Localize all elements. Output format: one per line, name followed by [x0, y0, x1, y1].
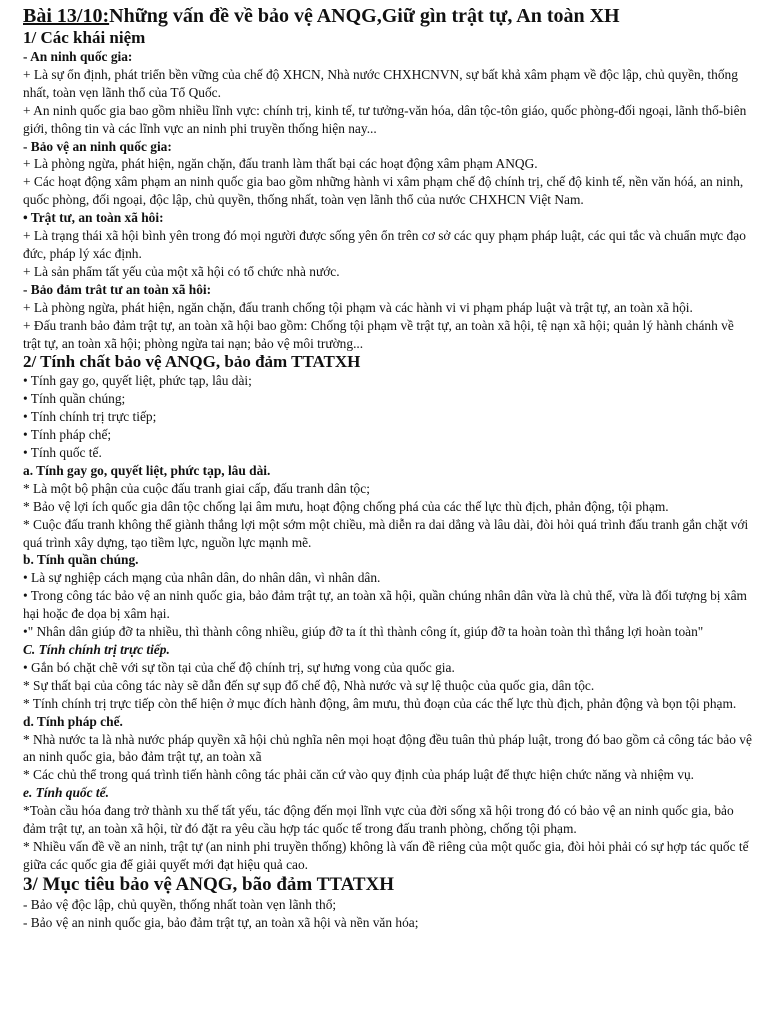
paragraph: * Nhiều vấn đề về an ninh, trật tự (an ninh phi truyền thống) không là vấn đề riêng của một quốc gia, đòi hỏi phải có sự hợp tác quốc tế giữa các quốc gia để giải quyết mới đạt hiệu quả cao. — [23, 838, 749, 872]
subsection-heading: - An ninh quốc gia: — [23, 49, 133, 64]
subsection-heading: C. Tính chính trị trực tiếp. — [23, 642, 170, 657]
subsection-heading: • Trật tư, an toàn xã hôi: — [23, 210, 164, 226]
paragraph: * Tính chính trị trực tiếp còn thể hiện ở mục đích hành động, âm mưu, thủ đoạn của các thế lực thù địch, phản động và bọn tội phạm. — [23, 695, 737, 711]
subsection-heading: - Bảo vệ an ninh quốc gia: — [23, 138, 172, 154]
subsection-heading: e. Tính quốc tế. — [23, 785, 109, 801]
paragraph: *Toàn cầu hóa đang trở thành xu thế tất yếu, tác động đến mọi lĩnh vực của đời sống xã hội trong đó có bảo vệ an ninh quốc gia, bảo đảm trật tự, an toàn xã hội, từ đó đặt ra yêu cầu hợp tác quốc tế trong đấu tranh phòng, chống tội phạm. — [23, 803, 734, 837]
paragraph: + An ninh quốc gia bao gồm nhiều lĩnh vực: chính trị, kinh tế, tư tưởng-văn hóa, dân tộc-tôn giáo, quốc phòng-đối ngoại, lãnh thổ-biên giới, thông tin và các lĩnh vực an ninh phi truyền thống hiện nay... — [23, 102, 747, 136]
subsection-heading: a. Tính gay go, quyết liệt, phức tạp, lâu dài. — [23, 462, 271, 478]
paragraph: * Bảo vệ lợi ích quốc gia dân tộc chống lại âm mưu, hoạt động chống phá của các thế lực thù địch, phản động, tội phạm. — [23, 498, 669, 514]
paragraph: * Cuộc đấu tranh không thể giành thắng lợi một sớm một chiều, mà diễn ra dai dẳng và lâu dài, đòi hỏi quá trình đấu tranh gắn chặt với quá trình xây dựng, tạo tiềm lực, nguồn lực mạnh mẽ. — [23, 516, 749, 550]
paragraph: - Bảo vệ an ninh quốc gia, bảo đảm trật tự, an toàn xã hội và nền văn hóa; — [23, 914, 419, 930]
paragraph: • Tính quần chúng; — [23, 391, 126, 407]
paragraph: • Tính pháp chế; — [23, 427, 112, 443]
paragraph: + Là sự ổn định, phát triển bền vững của chế độ XHCN, Nhà nước CHXHCNVN, sự bất khả xâm phạm về độc lập, chủ quyền, thống nhất, toàn vẹn lãnh thổ của Tổ Quốc. — [23, 66, 738, 100]
paragraph: + Là trạng thái xã hội bình yên trong đó mọi người được sống yên ổn trên cơ sở các quy phạm pháp luật, các qui tắc và chuẩn mực đạo đức, pháp lý xác định. — [23, 228, 746, 261]
paragraph: + Là phòng ngừa, phát hiện, ngăn chặn, đấu tranh chống tội phạm và các hành vi vi phạm pháp luật và trật tự, an toàn xã hội. — [23, 299, 693, 315]
paragraph: * Là một bộ phận của cuộc đấu tranh giai cấp, đấu tranh dân tộc; — [23, 480, 370, 496]
paragraph: * Nhà nước ta là nhà nước pháp quyền xã hội chủ nghĩa nên mọi hoạt động đều tuân thủ pháp luật, trong đó bao gồm cả công tác bảo vệ an ninh quốc gia, bảo đảm trật tự, an toàn xã — [23, 731, 752, 765]
document-body — [23, 28, 754, 932]
paragraph: •" Nhân dân giúp đỡ ta nhiều, thì thành công nhiều, giúp đỡ ta ít thì thành công ít, giúp đỡ ta hoàn toàn thì thắng lợi hoàn toàn" — [23, 624, 704, 640]
lesson-number: Bài 13/10: — [23, 5, 110, 27]
paragraph: • Trong công tác bảo vệ an ninh quốc gia, bảo đảm trật tự, an toàn xã hội, quần chúng nhân dân vừa là chủ thể, vừa là đối tượng bị xâm hại hoặc đe dọa bị xâm hại. — [23, 588, 747, 622]
subsection-heading: d. Tính pháp chế. — [23, 713, 123, 729]
page-title — [23, 0, 754, 28]
subsection-heading: - Bảo đảm trât tư an toàn xã hôi: — [23, 281, 212, 297]
lesson-title: Những vấn đề về bảo vệ ANQG,Giữ gìn trật tự, An toàn XH — [109, 5, 620, 27]
paragraph: * Các chủ thể trong quá trình tiến hành công tác phải căn cứ vào quy định của pháp luật để thực hiện chức năng và nhiệm vụ. — [23, 767, 695, 783]
paragraph: + Là phòng ngừa, phát hiện, ngăn chặn, đấu tranh làm thất bại các hoạt động xâm phạm ANQG. — [23, 156, 538, 172]
paragraph: + Các hoạt động xâm phạm an ninh quốc gia bao gồm những hành vi xâm phạm chế độ chính trị, chế độ kinh tế, nền văn hóá, an ninh, quốc phòng, đối ngoại, độc lập, chủ quyền, thống nhất, toàn vẹn lãnh thổ của nước CHXHCN Việt Nam. — [23, 174, 744, 208]
section-heading: 1/ Các khái niệm — [23, 28, 146, 47]
paragraph: • Tính chính trị trực tiếp; — [23, 409, 157, 425]
paragraph: • Gắn bó chặt chẽ với sự tồn tại của chế độ chính trị, sự hưng vong của quốc gia. — [23, 659, 455, 675]
subsection-heading: b. Tính quần chúng. — [23, 552, 139, 568]
paragraph: + Đấu tranh bảo đảm trật tự, an toàn xã hội bao gồm: Chống tội phạm về trật tự, an toàn xã hội, tệ nạn xã hội; quản lý hành chánh về trật tự, an toàn xã hội; phòng ngừa tai nạn; bảo vệ môi trường... — [23, 317, 734, 351]
paragraph: • Tính quốc tế. — [23, 445, 102, 461]
section-heading: 3/ Mục tiêu bảo vệ ANQG, bão đảm TTATXH — [23, 873, 395, 895]
section-heading: 2/ Tính chất bảo vệ ANQG, bảo đảm TTATXH — [23, 352, 361, 372]
paragraph: * Sự thất bại của công tác này sẽ dẫn đến sự sụp đổ chế độ, Nhà nước và sự lệ thuộc của quốc gia, dân tộc. — [23, 677, 595, 693]
paragraph: • Là sự nghiệp cách mạng của nhân dân, do nhân dân, vì nhân dân. — [23, 570, 381, 586]
paragraph: - Bảo vệ độc lập, chủ quyền, thống nhất toàn vẹn lãnh thổ; — [23, 896, 337, 912]
paragraph: + Là sản phẩm tất yếu của một xã hội có tổ chức nhà nước. — [23, 263, 340, 279]
paragraph: • Tính gay go, quyết liệt, phức tạp, lâu dài; — [23, 373, 252, 389]
